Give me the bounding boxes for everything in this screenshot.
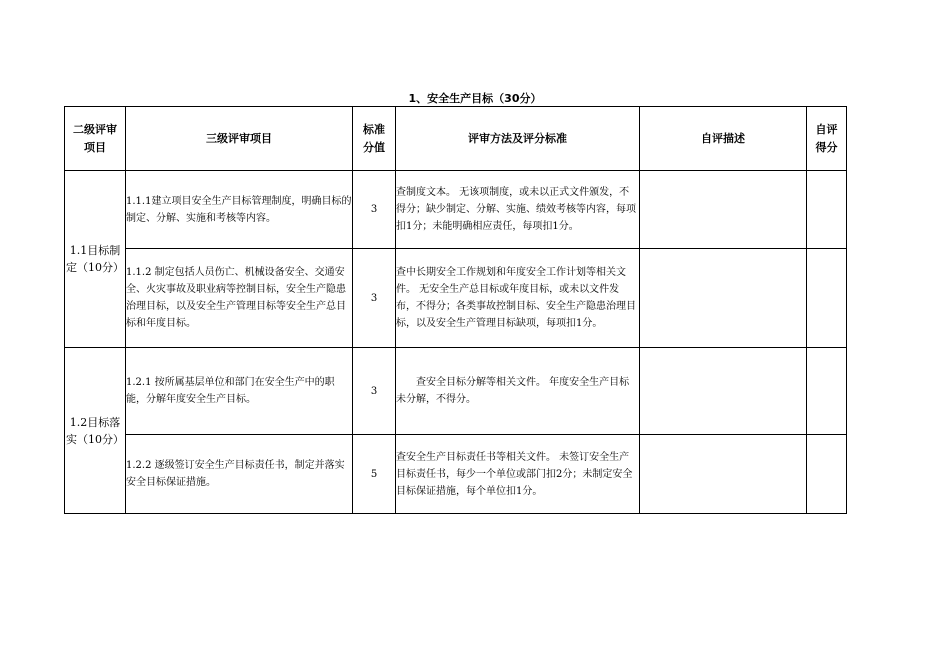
method-text: 查制度文本。 无该项制度，或未以正式文件颁发，不得分；缺少制定、分解、实施、绩效考核等内容，每项扣1分；未能明确相应责任，每项扣1分。 <box>396 171 640 249</box>
item-text: 1.2.2 逐级签订安全生产目标责任书，制定并落实安全目标保证措施。 <box>126 435 353 514</box>
table-row <box>65 435 847 514</box>
self-desc-cell[interactable] <box>640 435 807 514</box>
section-label: 1.1目标制定（10分） <box>65 171 126 348</box>
standard-score: 3 <box>353 348 396 435</box>
table-header-row <box>65 107 847 171</box>
header-self-score: 自评得分 <box>807 107 847 171</box>
table-row <box>65 348 847 435</box>
item-text: 1.1.1建立项目安全生产目标管理制度，明确目标的制定、分解、实施和考核等内容。 <box>126 171 353 249</box>
item-text: 1.1.2 制定包括人员伤亡、机械设备安全、交通安全、火灾事故及职业病等控制目标，安全生产隐患治理目标，以及安全生产管理目标等安全生产总目标和年度目标。 <box>126 249 353 348</box>
self-score-cell[interactable] <box>807 249 847 348</box>
header-level3: 三级评审项目 <box>126 107 353 171</box>
header-method: 评审方法及评分标准 <box>396 107 640 171</box>
standard-score: 5 <box>353 435 396 514</box>
review-table <box>64 106 847 514</box>
table-row <box>65 249 847 348</box>
self-score-cell[interactable] <box>807 348 847 435</box>
self-score-cell[interactable] <box>807 171 847 249</box>
self-score-cell[interactable] <box>807 435 847 514</box>
method-text: 查安全生产目标责任书等相关文件。 未签订安全生产目标责任书，每少一个单位或部门扣2分；未制定安全目标保证措施，每个单位扣1分。 <box>396 435 640 514</box>
header-level2: 二级评审项目 <box>65 107 126 171</box>
self-desc-cell[interactable] <box>640 171 807 249</box>
self-desc-cell[interactable] <box>640 249 807 348</box>
self-desc-cell[interactable] <box>640 348 807 435</box>
section-label: 1.2目标落实（10分） <box>65 348 126 514</box>
document-title: 1、安全生产目标（30分） <box>408 92 542 105</box>
table-row <box>65 171 847 249</box>
header-self-desc: 自评描述 <box>640 107 807 171</box>
standard-score: 3 <box>353 249 396 348</box>
method-text: 查安全目标分解等相关文件。 年度安全生产目标未分解，不得分。 <box>396 348 640 435</box>
header-standard: 标准分值 <box>353 107 396 171</box>
item-text: 1.2.1 按所属基层单位和部门在安全生产中的职能，分解年度安全生产目标。 <box>126 348 353 435</box>
method-text: 查中长期安全工作规划和年度安全工作计划等相关文件。 无安全生产总目标或年度目标，或未以文件发布，不得分；各类事故控制目标、安全生产隐患治理目标，以及安全生产管理目标缺项，每项扣1分。 <box>396 249 640 348</box>
standard-score: 3 <box>353 171 396 249</box>
